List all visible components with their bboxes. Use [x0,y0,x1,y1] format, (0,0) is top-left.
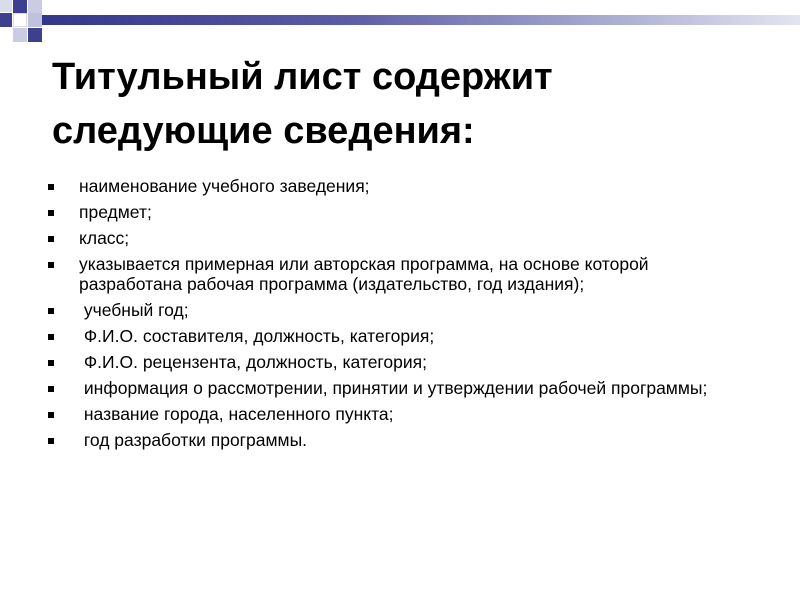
bullet-square-icon [48,262,54,268]
slide-title [52,50,752,158]
bullet-square-icon [48,210,54,216]
bullet-text: Ф.И.О. составителя, должность, категория; [79,326,435,346]
bullet-square-icon [48,184,54,190]
header-gradient-bar [42,15,800,25]
bullet-item [48,404,748,424]
bullet-item [48,326,748,346]
corner-square-decoration [0,0,12,12]
bullet-text: учебный год; [79,300,189,320]
corner-square-decoration [28,0,42,13]
bullet-square-icon [48,360,54,366]
bullet-item [48,228,748,248]
bullet-square-icon [48,386,54,392]
corner-square-decoration [13,0,27,13]
bullet-item [48,176,748,196]
corner-square-decoration [28,28,42,42]
bullet-item [48,378,748,398]
bullet-text: название города, населенного пункта; [79,404,394,424]
bullet-item [48,300,748,320]
bullet-item [48,202,748,222]
slide-title-line-1: Титульный лист содержит [52,56,553,98]
bullet-square-icon [48,412,54,418]
bullet-square-icon [48,236,54,242]
bullet-text: наименование учебного заведения; [79,176,370,196]
corner-square-decoration [0,13,12,27]
bullet-item [48,254,748,294]
bullet-text: предмет; [79,202,152,222]
bullet-square-icon [48,334,54,340]
bullet-text: указывается примерная или авторская программа, на основе которой разработана рабочая программа (издательство, год издания); [79,254,649,294]
bullet-text: год разработки программы. [79,430,308,450]
corner-square-decoration [13,13,27,27]
bullet-text: класс; [79,228,130,248]
slide-title-line-2: следующие сведения: [52,110,475,152]
bullet-item [48,430,748,450]
bullet-list [48,176,748,456]
bullet-text: Ф.И.О. рецензента, должность, категория; [79,352,428,372]
corner-square-decoration [28,13,42,27]
bullet-text: информация о рассмотрении, принятии и утверждении рабочей программы; [79,378,708,398]
bullet-square-icon [48,308,54,314]
corner-square-decoration [13,28,27,42]
bullet-item [48,352,748,372]
bullet-square-icon [48,438,54,444]
